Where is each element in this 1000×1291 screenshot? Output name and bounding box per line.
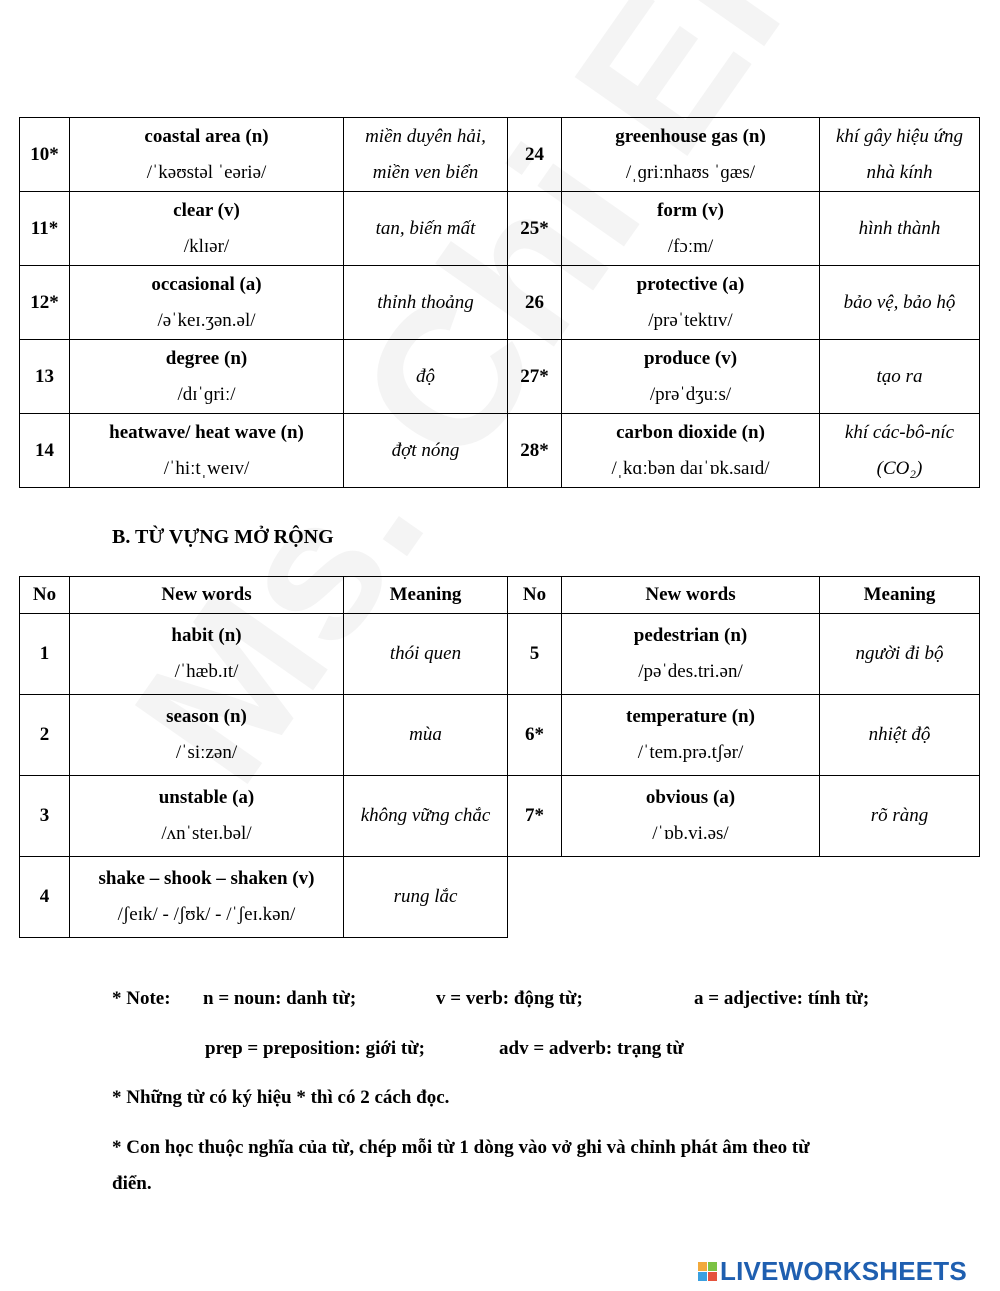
vocab-meaning: hình thành — [858, 217, 941, 239]
vocab-number: 10* — [20, 118, 70, 192]
section-b-title: B. TỪ VỰNG MỞ RỘNG — [112, 526, 334, 548]
vocab-word: pedestrian (n) — [633, 625, 748, 646]
word-cell — [562, 266, 820, 340]
vocab-ipa: /klɪər/ — [183, 235, 230, 257]
word-cell — [70, 118, 344, 192]
meaning-cell — [344, 857, 508, 938]
word-cell — [562, 776, 820, 857]
meaning-cell — [344, 614, 508, 695]
word-cell — [70, 192, 344, 266]
word-cell — [70, 695, 344, 776]
vocab-meaning: thói quen — [389, 643, 462, 664]
vocab-ipa: /dɪˈɡriː/ — [177, 383, 236, 405]
vocab-meaning: tạo ra — [876, 365, 923, 387]
vocab-ipa: /prəˈdʒuːs/ — [649, 383, 732, 405]
vocab-number: 4 — [20, 857, 70, 938]
meaning-cell — [344, 266, 508, 340]
vocab-number: 7* — [508, 776, 562, 857]
word-cell — [70, 857, 344, 938]
vocab-ipa: /prəˈtektɪv/ — [648, 309, 733, 331]
vocab-number: 5 — [508, 614, 562, 695]
note-preposition: prep = preposition: giới từ; — [205, 1038, 425, 1059]
vocab-number: 14 — [20, 414, 70, 488]
meaning-cell — [820, 614, 980, 695]
word-cell — [70, 776, 344, 857]
vocab-word: degree (n) — [165, 347, 248, 369]
vocab-number: 1 — [20, 614, 70, 695]
vocab-number: 24 — [508, 118, 562, 192]
header-meaning: Meaning — [820, 577, 980, 614]
vocab-meaning: miền duyên hải, — [365, 125, 486, 147]
note-label: * Note: — [112, 988, 171, 1009]
note-adverb: adv = adverb: trạng từ — [499, 1038, 684, 1059]
word-cell — [562, 695, 820, 776]
meaning-cell — [820, 266, 980, 340]
vocab-meaning: đợt nóng — [391, 439, 460, 461]
vocab-meaning: mùa — [409, 724, 442, 745]
vocab-ipa: /ˈhiːtˌweɪv/ — [163, 457, 250, 479]
vocab-word: unstable (a) — [158, 787, 255, 808]
vocab-ipa: /ʃeɪk/ - /ʃʊk/ - /ˈʃeɪ.kən/ — [117, 904, 296, 925]
empty-cell — [508, 857, 980, 938]
word-cell — [70, 266, 344, 340]
note-star: * Những từ có ký hiệu * thì có 2 cách đọc. — [112, 1087, 450, 1108]
vocab-meaning: độ — [416, 365, 435, 387]
header-new-words: New words — [70, 577, 344, 614]
word-cell — [70, 414, 344, 488]
word-cell — [562, 614, 820, 695]
vocab-meaning: thỉnh thoảng — [377, 291, 474, 313]
meaning-cell — [820, 192, 980, 266]
vocab-meaning: nhà kính — [866, 161, 933, 183]
vocab-ipa: /ˈsiːzən/ — [175, 742, 238, 763]
note-adjective: a = adjective: tính từ; — [694, 988, 870, 1009]
vocab-meaning: miền ven biển — [372, 161, 479, 183]
meaning-cell — [820, 695, 980, 776]
vocab-number: 25* — [508, 192, 562, 266]
vocab-number: 27* — [508, 340, 562, 414]
vocab-ipa: /ˌɡriːnhaʊs ˈɡæs/ — [625, 161, 756, 183]
table-row — [20, 266, 980, 340]
vocab-word: produce (v) — [643, 347, 738, 369]
header-meaning: Meaning — [344, 577, 508, 614]
vocab-word: temperature (n) — [626, 706, 755, 727]
table-row — [20, 614, 980, 695]
vocab-number: 6* — [508, 695, 562, 776]
table-row — [20, 776, 980, 857]
table-row — [20, 340, 980, 414]
vocab-meaning: nhiệt độ — [868, 724, 931, 745]
vocab-meaning: khí gây hiệu ứng — [836, 125, 963, 147]
word-cell — [562, 118, 820, 192]
meaning-cell — [344, 695, 508, 776]
vocab-word: greenhouse gas (n) — [615, 125, 766, 147]
vocab-meaning: tan, biến mất — [375, 217, 476, 239]
note-instruction-line-1: * Con học thuộc nghĩa của từ, chép mỗi từ 1 dòng vào vở ghi và chỉnh phát âm theo từ — [112, 1137, 810, 1158]
vocab-number: 13 — [20, 340, 70, 414]
meaning-cell — [344, 414, 508, 488]
table-row — [20, 857, 980, 938]
vocab-word: occasional (a) — [151, 273, 262, 295]
table-row — [20, 695, 980, 776]
word-cell — [562, 340, 820, 414]
vocab-table-extended — [19, 576, 980, 938]
vocab-ipa: /əˈkeɪ.ʒən.əl/ — [157, 309, 256, 331]
vocab-word: shake – shook – shaken (v) — [98, 868, 315, 889]
meaning-cell — [344, 192, 508, 266]
header-new-words: New words — [562, 577, 820, 614]
word-cell — [562, 414, 820, 488]
meaning-cell — [344, 340, 508, 414]
vocab-number: 26 — [508, 266, 562, 340]
note-verb: v = verb: động từ; — [436, 988, 583, 1009]
header-no: No — [508, 577, 562, 614]
word-cell — [70, 614, 344, 695]
vocab-meaning: rung lắc — [393, 886, 458, 907]
vocab-number: 2 — [20, 695, 70, 776]
word-cell — [70, 340, 344, 414]
meaning-cell — [820, 118, 980, 192]
vocab-meaning: rõ ràng — [870, 805, 929, 826]
vocab-ipa: /ˈtem.prə.tʃər/ — [637, 742, 744, 763]
vocab-meaning: khí các-bô-níc — [844, 421, 955, 443]
meaning-cell — [344, 118, 508, 192]
meaning-cell — [344, 776, 508, 857]
word-cell — [562, 192, 820, 266]
table-row — [20, 414, 980, 488]
vocab-ipa: /ˈkəʊstəl ˈeəriə/ — [146, 161, 267, 183]
vocab-meaning: bảo vệ, bảo hộ — [843, 291, 956, 313]
vocab-meaning: người đi bộ — [855, 643, 944, 664]
vocab-meaning: không vững chắc — [360, 805, 491, 826]
vocab-ipa: /ʌnˈsteɪ.bəl/ — [161, 823, 252, 844]
vocab-word: heatwave/ heat wave (n) — [109, 421, 304, 443]
liveworksheets-logo[interactable] — [698, 1256, 967, 1286]
vocab-ipa: /pəˈdes.tri.ən/ — [638, 661, 743, 682]
table-header-row — [20, 577, 980, 614]
vocab-word: clear (v) — [173, 199, 240, 221]
vocab-number: 12* — [20, 266, 70, 340]
table-row — [20, 118, 980, 192]
vocab-number: 11* — [20, 192, 70, 266]
header-no: No — [20, 577, 70, 614]
vocab-number: 28* — [508, 414, 562, 488]
vocab-ipa: /fɔːm/ — [667, 235, 714, 257]
liveworksheets-wordmark: LIVEWORKSHEETS — [720, 1255, 967, 1286]
vocab-table-continued — [19, 117, 980, 488]
vocab-word: obvious (a) — [645, 787, 736, 808]
vocab-word: season (n) — [166, 706, 247, 727]
vocab-ipa: /ˈɒb.vi.əs/ — [652, 823, 729, 844]
meaning-cell — [820, 414, 980, 488]
table-row — [20, 192, 980, 266]
meaning-cell — [820, 340, 980, 414]
vocab-word: coastal area (n) — [144, 125, 269, 147]
vocab-word: carbon dioxide (n) — [616, 421, 765, 443]
vocab-number: 3 — [20, 776, 70, 857]
note-noun: n = noun: danh từ; — [203, 988, 357, 1009]
liveworksheets-logo-icon — [698, 1262, 717, 1281]
meaning-cell — [820, 776, 980, 857]
vocab-word: form (v) — [657, 199, 724, 221]
vocab-word: protective (a) — [636, 273, 745, 295]
vocab-ipa: /ˌkɑːbən daɪˈɒk.saɪd/ — [611, 457, 770, 479]
vocab-ipa: /ˈhæb.ɪt/ — [174, 661, 239, 682]
vocab-meaning: (CO₂) — [876, 457, 923, 479]
note-instruction-line-2: điển. — [112, 1173, 152, 1194]
vocab-word: habit (n) — [171, 625, 242, 646]
